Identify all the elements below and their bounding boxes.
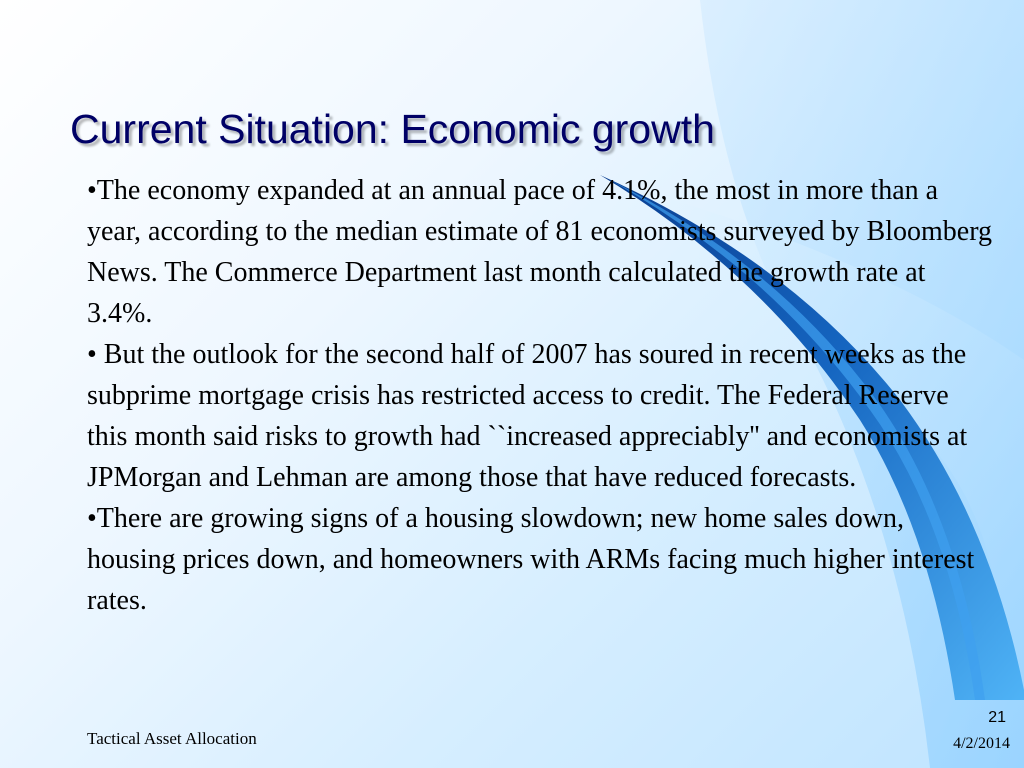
footer-date: 4/2/2014 xyxy=(953,735,1010,752)
bullet-item: •There are growing signs of a housing slowdown; new home sales down, housing prices down, and homeowners with ARMs facing much higher interest rates. xyxy=(87,503,975,616)
slide-title: Current Situation: Economic growth xyxy=(70,106,715,152)
bullet-item: • But the outlook for the second half of 2007 has soured in recent weeks as the subprime mortgage crisis has restricted access to credit. The Federal Reserve this month said risks to growth had ``increased appreciably'' and economists at JPMorgan and Lehman are among those that have reduced forecasts. xyxy=(87,339,968,493)
footer-presentation-title: Tactical Asset Allocation xyxy=(87,729,257,748)
slide-body xyxy=(87,170,992,621)
slide-number: 21 xyxy=(988,709,1006,726)
bullet-item: •The economy expanded at an annual pace of 4.1%, the most in more than a year, according to the median estimate of 81 economists surveyed by Bloomberg News. The Commerce Department last month calculated the growth rate at 3.4%. xyxy=(87,175,993,329)
